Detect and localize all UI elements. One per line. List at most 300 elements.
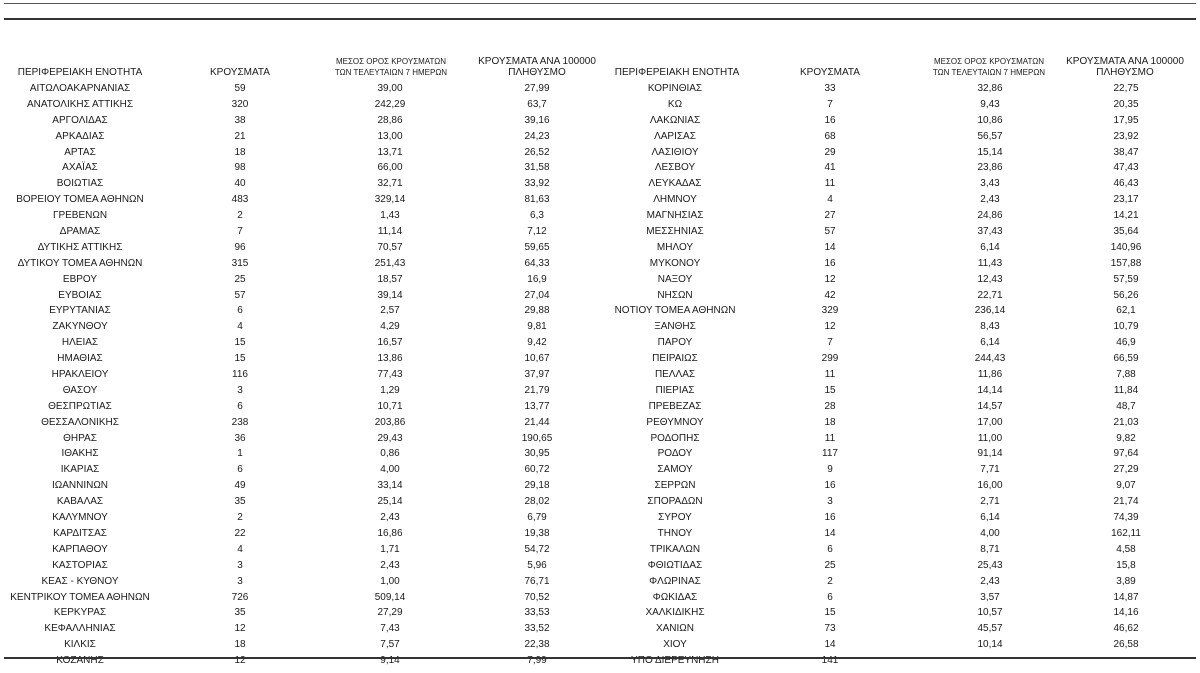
table-row: [610, 605, 1200, 621]
row-region: ΦΘΙΩΤΙΔΑΣ: [647, 559, 703, 571]
row-cases: 21: [234, 130, 246, 142]
row-avg: 39,00: [377, 83, 403, 94]
row-per100k: 47,43: [1113, 162, 1139, 174]
row-region: ΣΑΜΟΥ: [657, 464, 693, 476]
row-per100k: 66,59: [1113, 353, 1139, 365]
row-cases: 25: [234, 273, 246, 285]
table-header: [0, 44, 610, 78]
row-per100k: 97,64: [1113, 448, 1139, 460]
row-avg: 8,71: [980, 543, 1000, 555]
row-cases: 6: [827, 591, 833, 603]
row-avg: 25,14: [377, 496, 403, 508]
row-region: ΛΑΡΙΣΑΣ: [654, 130, 696, 142]
row-per100k: 81,63: [524, 194, 550, 206]
table-row: [610, 415, 1200, 431]
table-row: [0, 160, 610, 176]
row-avg: 39,14: [377, 289, 403, 301]
row-per100k: 9,82: [1116, 432, 1136, 444]
table-row: [610, 303, 1200, 319]
table-row: [610, 637, 1200, 653]
row-avg: 509,14: [374, 591, 406, 603]
row-region: ΥΠΟ ΔΙΕΡΕΥΝΗΣΗ: [631, 655, 719, 667]
row-per100k: 74,39: [1113, 512, 1139, 524]
row-region: ΞΑΝΘΗΣ: [654, 321, 696, 333]
header-per100k-line2: ΠΛΗΘΥΣΜΟ: [1096, 67, 1154, 78]
row-per100k: 33,52: [524, 623, 550, 635]
row-region: ΑΙΤΩΛΟΑΚΑΡΝΑΝΙΑΣ: [29, 83, 131, 94]
row-avg: 11,00: [977, 432, 1003, 444]
row-region: ΜΥΚΟΝΟΥ: [649, 257, 701, 269]
row-cases: 9: [827, 464, 833, 476]
table-row: [610, 367, 1200, 383]
row-cases: 15: [234, 337, 246, 349]
row-avg: 11,14: [377, 226, 403, 238]
table-row: [0, 351, 610, 367]
row-per100k: 48,7: [1116, 400, 1136, 412]
row-cases: 12: [824, 321, 836, 333]
header-avg: [914, 56, 1064, 78]
row-cases: 38: [234, 114, 246, 126]
row-region: ΚΑΣΤΟΡΙΑΣ: [52, 559, 108, 571]
row-per100k: 27,04: [524, 289, 550, 301]
row-cases: 15: [234, 353, 246, 365]
row-avg: 15,14: [977, 146, 1003, 158]
row-region: ΘΕΣΣΑΛΟΝΙΚΗΣ: [41, 416, 119, 428]
row-region: ΜΑΓΝΗΣΙΑΣ: [646, 210, 704, 222]
row-region: ΡΕΘΥΜΝΟΥ: [646, 416, 704, 428]
row-region: ΛΗΜΝΟΥ: [653, 194, 697, 206]
row-avg: 4,00: [980, 527, 1000, 539]
row-per100k: 76,71: [524, 575, 550, 587]
row-per100k: 9,42: [527, 337, 547, 349]
header-per100k-line1: ΚΡΟΥΣΜΑΤΑ ΑΝΑ 100000: [478, 56, 596, 67]
row-avg: 1,00: [380, 575, 400, 587]
table-row: [0, 542, 610, 558]
row-region: ΠΙΕΡΙΑΣ: [655, 384, 695, 396]
row-avg: 242,29: [374, 98, 406, 110]
row-per100k: 10,67: [524, 353, 550, 365]
row-per100k: 27,29: [1113, 464, 1139, 476]
row-region: ΙΘΑΚΗΣ: [61, 448, 99, 460]
table-row: [0, 367, 610, 383]
row-per100k: 33,92: [524, 178, 550, 190]
row-per100k: 27,99: [524, 83, 550, 94]
row-cases: 116: [232, 369, 248, 381]
row-per100k: 14,87: [1113, 591, 1139, 603]
row-per100k: 57,59: [1113, 273, 1139, 285]
row-per100k: 4,58: [1116, 543, 1136, 555]
row-region: ΚΟΡΙΝΘΙΑΣ: [647, 83, 703, 94]
row-region: ΧΑΛΚΙΔΙΚΗΣ: [645, 607, 705, 619]
row-region: ΘΗΡΑΣ: [63, 432, 97, 444]
table-row: [0, 494, 610, 510]
row-avg: 3,57: [980, 591, 1000, 603]
row-per100k: 14,21: [1113, 210, 1139, 222]
row-cases: 3: [237, 384, 243, 396]
row-per100k: 28,02: [524, 496, 550, 508]
row-region: ΛΕΣΒΟΥ: [654, 162, 696, 174]
table-row: [0, 129, 610, 145]
header-cases: ΚΡΟΥΣΜΑΤΑ: [210, 67, 270, 78]
row-per100k: 21,79: [524, 384, 550, 396]
row-cases: 1: [237, 448, 243, 460]
row-cases: 117: [822, 448, 838, 460]
row-per100k: 62,1: [1116, 305, 1136, 317]
row-per100k: 56,26: [1113, 289, 1139, 301]
row-per100k: 14,16: [1113, 607, 1139, 619]
row-avg: 32,71: [377, 178, 403, 190]
table-row: [0, 446, 610, 462]
row-region: ΧΑΝΙΩΝ: [655, 623, 695, 635]
row-per100k: 26,58: [1113, 639, 1139, 651]
table-row: [0, 415, 610, 431]
row-region: ΑΡΓΟΛΙΔΑΣ: [52, 114, 108, 126]
row-region: ΔΡΑΜΑΣ: [59, 226, 101, 238]
row-avg: 70,57: [377, 241, 403, 253]
row-cases: 11: [824, 432, 836, 444]
row-region: ΜΗΛΟΥ: [656, 241, 694, 253]
row-cases: 16: [824, 512, 836, 524]
row-region: ΕΒΡΟΥ: [62, 273, 98, 285]
table-row: [0, 303, 610, 319]
header-avg: [316, 56, 466, 78]
row-cases: 29: [824, 146, 836, 158]
row-avg: 16,57: [377, 337, 403, 349]
row-per100k: 63,7: [527, 98, 547, 110]
table-row: [0, 192, 610, 208]
table-row: [610, 446, 1200, 462]
table-row: [610, 462, 1200, 478]
top-rule-thin: [4, 3, 1196, 4]
row-region: ΒΟΡΕΙΟΥ ΤΟΜΕΑ ΑΘΗΝΩΝ: [16, 194, 144, 206]
row-region: ΔΥΤΙΚΗΣ ΑΤΤΙΚΗΣ: [37, 241, 123, 253]
row-per100k: 22,75: [1113, 83, 1139, 94]
row-per100k: 6,79: [527, 512, 547, 524]
table-row: [0, 335, 610, 351]
row-region: ΑΡΚΑΔΙΑΣ: [55, 130, 105, 142]
row-region: ΕΥΒΟΙΑΣ: [58, 289, 102, 301]
row-per100k: 46,9: [1116, 337, 1136, 349]
row-cases: 12: [234, 655, 246, 667]
row-region: ΣΕΡΡΩΝ: [654, 480, 696, 492]
row-avg: 23,86: [977, 162, 1003, 174]
row-region: ΚΑΛΥΜΝΟΥ: [52, 512, 108, 524]
row-avg: 9,14: [380, 655, 400, 667]
table-row: [610, 319, 1200, 335]
row-avg: 56,57: [977, 130, 1003, 142]
row-cases: 4: [237, 543, 243, 555]
row-cases: 15: [824, 384, 836, 396]
row-cases: 141: [821, 655, 839, 667]
row-avg: 4,29: [380, 321, 400, 333]
row-per100k: 7,99: [527, 655, 547, 667]
row-avg: 244,43: [974, 353, 1006, 365]
row-cases: 42: [824, 289, 836, 301]
row-avg: 22,71: [977, 289, 1003, 301]
row-avg: 2,57: [380, 305, 400, 317]
row-avg: 0,86: [380, 448, 400, 460]
bottom-rule: [4, 657, 1196, 659]
table-row: [0, 621, 610, 637]
table-right-half: [610, 44, 1200, 669]
table-row: [0, 208, 610, 224]
table-row: [610, 653, 1200, 669]
row-per100k: 23,92: [1113, 130, 1139, 142]
row-avg: 2,71: [980, 496, 1000, 508]
row-cases: 28: [824, 400, 836, 412]
row-avg: 17,00: [977, 416, 1003, 428]
row-avg: 37,43: [977, 226, 1003, 238]
row-per100k: 23,17: [1113, 194, 1139, 206]
row-region: ΛΕΥΚΑΔΑΣ: [648, 178, 702, 190]
row-avg: 16,86: [377, 527, 403, 539]
table-row: [610, 113, 1200, 129]
table-row: [610, 351, 1200, 367]
row-region: ΣΥΡΟΥ: [658, 512, 692, 524]
table-row: [610, 383, 1200, 399]
row-region: ΘΕΣΠΡΩΤΙΑΣ: [48, 400, 112, 412]
row-per100k: 26,52: [524, 146, 550, 158]
top-rule-thick: [4, 18, 1196, 20]
table-row: [610, 160, 1200, 176]
row-avg: 32,86: [977, 83, 1003, 94]
table-row: [610, 542, 1200, 558]
table-row: [0, 224, 610, 240]
table-row: [610, 224, 1200, 240]
row-region: ΡΟΔΟΥ: [657, 448, 693, 460]
row-cases: 299: [821, 353, 839, 365]
row-avg: 25,43: [977, 559, 1003, 571]
row-cases: 33: [824, 83, 836, 94]
row-avg: 66,00: [377, 162, 403, 174]
row-cases: 12: [824, 273, 836, 285]
row-avg: 29,43: [377, 432, 403, 444]
table-row: [610, 256, 1200, 272]
row-cases: 320: [231, 98, 249, 110]
row-per100k: 24,23: [524, 130, 550, 142]
row-avg: 251,43: [374, 257, 406, 269]
row-per100k: 13,77: [524, 400, 550, 412]
table-row: [0, 97, 610, 113]
row-cases: 4: [237, 321, 243, 333]
row-region: ΙΩΑΝΝΙΝΩΝ: [51, 480, 109, 492]
row-per100k: 30,95: [524, 448, 550, 460]
row-avg: 28,86: [377, 114, 403, 126]
table-row: [0, 145, 610, 161]
row-cases: 14: [824, 639, 836, 651]
row-avg: 2,43: [380, 512, 400, 524]
row-avg: 9,43: [980, 98, 1000, 110]
row-cases: 7: [827, 98, 833, 110]
row-cases: 41: [824, 162, 836, 174]
row-per100k: 19,38: [524, 527, 550, 539]
right-rows: [610, 81, 1200, 669]
row-per100k: 64,33: [524, 257, 550, 269]
row-per100k: 39,16: [524, 114, 550, 126]
row-avg: 2,43: [980, 575, 1000, 587]
header-per100k: [462, 56, 612, 78]
row-cases: 16: [824, 114, 836, 126]
table-row: [0, 81, 610, 97]
table-row: [610, 558, 1200, 574]
row-per100k: 59,65: [524, 241, 550, 253]
row-per100k: 157,88: [1110, 257, 1142, 269]
header-avg-line1: ΜΕΣΟΣ ΟΡΟΣ ΚΡΟΥΣΜΑΤΩΝ: [933, 57, 1045, 66]
row-avg: 2,43: [980, 194, 1000, 206]
table-row: [0, 288, 610, 304]
table-row: [0, 574, 610, 590]
table-row: [0, 113, 610, 129]
row-cases: 14: [824, 527, 836, 539]
row-cases: 726: [231, 591, 249, 603]
left-rows: [0, 81, 610, 669]
row-region: ΠΡΕΒΕΖΑΣ: [648, 400, 702, 412]
row-avg: 14,14: [977, 384, 1003, 396]
table-row: [0, 605, 610, 621]
row-cases: 3: [237, 575, 243, 587]
row-per100k: 21,74: [1113, 496, 1139, 508]
row-avg: 11,43: [977, 257, 1003, 269]
row-cases: 59: [234, 83, 246, 94]
row-avg: 13,86: [377, 353, 403, 365]
row-region: ΚΩ: [667, 98, 683, 110]
row-avg: 1,29: [380, 384, 400, 396]
row-avg: 7,71: [980, 464, 1000, 476]
row-region: ΗΡΑΚΛΕΙΟΥ: [51, 369, 109, 381]
row-per100k: 16,9: [527, 273, 547, 285]
row-per100k: 9,07: [1116, 480, 1136, 492]
table-left-half: [0, 44, 610, 669]
row-per100k: 7,88: [1116, 369, 1136, 381]
row-per100k: 29,18: [524, 480, 550, 492]
row-region: ΗΛΕΙΑΣ: [61, 337, 99, 349]
row-per100k: 46,43: [1113, 178, 1139, 190]
table-row: [0, 653, 610, 669]
table-row: [610, 478, 1200, 494]
row-avg: 13,00: [377, 130, 403, 142]
row-cases: 2: [237, 512, 243, 524]
row-per100k: 46,62: [1113, 623, 1139, 635]
row-cases: 16: [824, 480, 836, 492]
row-cases: 6: [827, 543, 833, 555]
table-row: [610, 240, 1200, 256]
row-cases: 18: [234, 639, 246, 651]
table-row: [610, 590, 1200, 606]
header-per100k: [1050, 56, 1200, 78]
row-cases: 18: [824, 416, 836, 428]
row-avg: 7,43: [380, 623, 400, 635]
row-avg: 27,29: [377, 607, 403, 619]
row-avg: 10,86: [977, 114, 1003, 126]
row-cases: 7: [827, 337, 833, 349]
row-region: ΤΗΝΟΥ: [657, 527, 693, 539]
row-region: ΚΟΖΑΝΗΣ: [56, 655, 104, 667]
table-row: [0, 399, 610, 415]
table-row: [0, 590, 610, 606]
row-region: ΜΕΣΣΗΝΙΑΣ: [646, 226, 704, 238]
row-cases: 73: [824, 623, 836, 635]
row-avg: 12,43: [977, 273, 1003, 285]
row-region: ΖΑΚΥΝΘΟΥ: [52, 321, 108, 333]
row-cases: 14: [824, 241, 836, 253]
row-cases: 40: [234, 178, 246, 190]
row-region: ΗΜΑΘΙΑΣ: [57, 353, 103, 365]
row-avg: 45,57: [977, 623, 1003, 635]
table-row: [610, 208, 1200, 224]
row-per100k: 190,65: [521, 432, 553, 444]
header-cases: ΚΡΟΥΣΜΑΤΑ: [800, 67, 860, 78]
table-header: [610, 44, 1200, 78]
row-avg: 7,57: [380, 639, 400, 651]
row-region: ΑΡΤΑΣ: [64, 146, 96, 158]
row-region: ΚΕΑΣ - ΚΥΘΝΟΥ: [41, 575, 119, 587]
row-cases: 6: [237, 400, 243, 412]
row-region: ΤΡΙΚΑΛΩΝ: [649, 543, 701, 555]
row-cases: 4: [827, 194, 833, 206]
table-row: [610, 621, 1200, 637]
row-per100k: 54,72: [524, 543, 550, 555]
row-region: ΓΡΕΒΕΝΩΝ: [52, 210, 108, 222]
row-per100k: 29,88: [524, 305, 550, 317]
row-avg: 13,71: [377, 146, 403, 158]
row-cases: 12: [234, 623, 246, 635]
row-per100k: 5,96: [527, 559, 547, 571]
row-region: ΛΑΚΩΝΙΑΣ: [649, 114, 701, 126]
row-region: ΦΛΩΡΙΝΑΣ: [649, 575, 701, 587]
row-avg: 18,57: [377, 273, 403, 285]
row-cases: 3: [827, 496, 833, 508]
table-row: [0, 272, 610, 288]
row-region: ΚΕΦΑΛΛΗΝΙΑΣ: [44, 623, 116, 635]
row-region: ΚΙΛΚΙΣ: [64, 639, 96, 651]
header-avg-line1: ΜΕΣΟΣ ΟΡΟΣ ΚΡΟΥΣΜΑΤΩΝ: [335, 57, 447, 66]
row-region: ΒΟΙΩΤΙΑΣ: [56, 178, 104, 190]
row-avg: 10,57: [977, 607, 1003, 619]
table-row: [610, 176, 1200, 192]
row-avg: 3,43: [980, 178, 1000, 190]
row-per100k: 9,81: [527, 321, 547, 333]
row-avg: 16,00: [977, 480, 1003, 492]
row-per100k: 11,84: [1113, 384, 1139, 396]
row-per100k: 38,47: [1113, 146, 1139, 158]
table-row: [610, 431, 1200, 447]
table-row: [0, 637, 610, 653]
row-per100k: 22,38: [524, 639, 550, 651]
row-avg: 10,71: [377, 400, 403, 412]
row-cases: 15: [824, 607, 836, 619]
row-per100k: 20,35: [1113, 98, 1139, 110]
row-cases: 49: [234, 480, 246, 492]
table-row: [610, 399, 1200, 415]
row-region: ΚΑΡΠΑΘΟΥ: [52, 543, 108, 555]
table-row: [0, 319, 610, 335]
row-per100k: 35,64: [1113, 226, 1139, 238]
row-region: ΑΧΑΪΑΣ: [62, 162, 98, 174]
row-region: ΙΚΑΡΙΑΣ: [60, 464, 100, 476]
row-cases: 483: [231, 194, 249, 206]
table-row: [610, 574, 1200, 590]
row-per100k: 15,8: [1116, 559, 1136, 571]
header-region: ΠΕΡΙΦΕΡΕΙΑΚΗ ΕΝΟΤΗΤΑ: [17, 67, 143, 78]
table-row: [610, 97, 1200, 113]
row-cases: 35: [234, 607, 246, 619]
table-row: [610, 526, 1200, 542]
row-cases: 238: [231, 416, 249, 428]
row-cases: 6: [237, 305, 243, 317]
table-row: [0, 240, 610, 256]
row-per100k: 7,12: [527, 226, 547, 238]
row-avg: 91,14: [977, 448, 1003, 460]
